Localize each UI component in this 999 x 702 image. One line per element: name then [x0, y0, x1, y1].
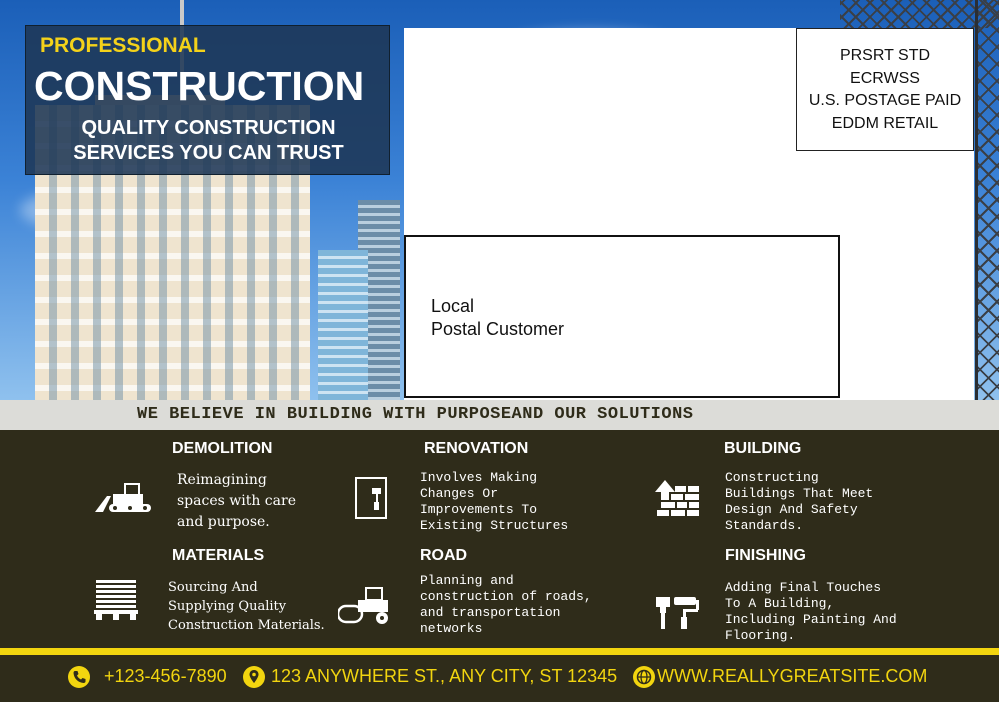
desc-line: and purpose. — [177, 514, 270, 530]
footer-phone[interactable]: +123-456-7890 — [104, 666, 227, 686]
desc-line: and transportation — [420, 605, 561, 620]
desc-line: construction of roads, — [420, 589, 592, 604]
desc-line: Improvements To — [420, 502, 538, 517]
service-title-building: BUILDING — [724, 440, 802, 457]
service-title-road: ROAD — [420, 547, 468, 564]
desc-line: Changes Or — [420, 486, 499, 501]
tagline — [26, 116, 391, 166]
desc-line: Reimagining — [177, 472, 267, 488]
crane-mast — [975, 0, 999, 400]
bulldozer-icon — [95, 482, 159, 516]
desc-line: networks — [420, 621, 483, 636]
service-title-materials: MATERIALS — [172, 547, 265, 564]
service-desc-road — [420, 573, 592, 637]
footer-website[interactable]: WWW.REALLYGREATSITE.COM — [657, 666, 928, 686]
desc-line: Supplying Quality — [168, 599, 287, 614]
location-pin-icon — [243, 666, 265, 688]
tagline-line: QUALITY CONSTRUCTION — [81, 117, 336, 139]
service-title-finishing: FINISHING — [725, 547, 806, 564]
services-section — [0, 430, 999, 648]
service-desc-demolition — [177, 470, 296, 533]
desc-line: spaces with care — [177, 493, 296, 509]
address-block — [404, 235, 840, 398]
desc-line: Design And Safety — [725, 502, 858, 517]
address-line: Postal Customer — [431, 319, 565, 339]
desc-line: To A Building, — [725, 596, 835, 611]
footer-address: 123 ANYWHERE ST., ANY CITY, ST 12345 — [271, 666, 618, 686]
desc-line: Including Painting And — [725, 612, 897, 627]
desc-line: Adding Final Touches — [725, 580, 882, 595]
desc-line: Planning and — [420, 573, 514, 588]
desc-line: Standards. — [725, 518, 804, 533]
service-desc-building — [725, 470, 873, 534]
indicia-line: PRSRT STD — [839, 47, 931, 64]
service-desc-renovation — [420, 470, 568, 534]
indicia-line: U.S. POSTAGE PAID — [808, 92, 962, 109]
road-roller-icon — [338, 586, 396, 626]
postage-indicia — [796, 28, 974, 151]
address-line: Local — [431, 296, 475, 316]
desc-line: Buildings That Meet — [725, 486, 874, 501]
indicia-line: EDDM RETAIL — [831, 114, 939, 132]
globe-icon — [633, 666, 655, 688]
eyebrow-label: PROFESSIONAL — [40, 34, 206, 57]
belief-banner: WE BELIEVE IN BUILDING WITH PURPOSEAND OUR SOLUTIONS — [0, 400, 999, 430]
desc-line: Sourcing And — [168, 580, 258, 595]
desc-line: Constructing — [725, 470, 819, 485]
pallet-icon — [94, 578, 138, 622]
indicia-line: ECRWSS — [850, 69, 920, 87]
service-title-demolition: DEMOLITION — [172, 440, 273, 457]
desc-line: Flooring. — [725, 628, 796, 643]
brick-wall-icon — [655, 480, 701, 518]
service-title-renovation: RENOVATION — [424, 440, 529, 457]
title-box — [25, 25, 390, 175]
desc-line: Existing Structures — [420, 518, 569, 533]
footer-divider — [0, 648, 999, 655]
contact-footer — [0, 655, 999, 702]
glass-tower — [318, 250, 368, 400]
service-desc-finishing — [725, 580, 897, 644]
service-desc-materials — [168, 578, 325, 635]
desc-line: Construction Materials. — [168, 618, 325, 633]
desc-line: Involves Making — [420, 470, 538, 485]
paint-tools-icon — [656, 595, 700, 631]
tagline-line: SERVICES YOU CAN TRUST — [73, 142, 344, 164]
phone-icon — [68, 666, 90, 688]
door-paint-roller-icon — [354, 476, 390, 520]
main-title: CONSTRUCTION — [34, 63, 365, 109]
